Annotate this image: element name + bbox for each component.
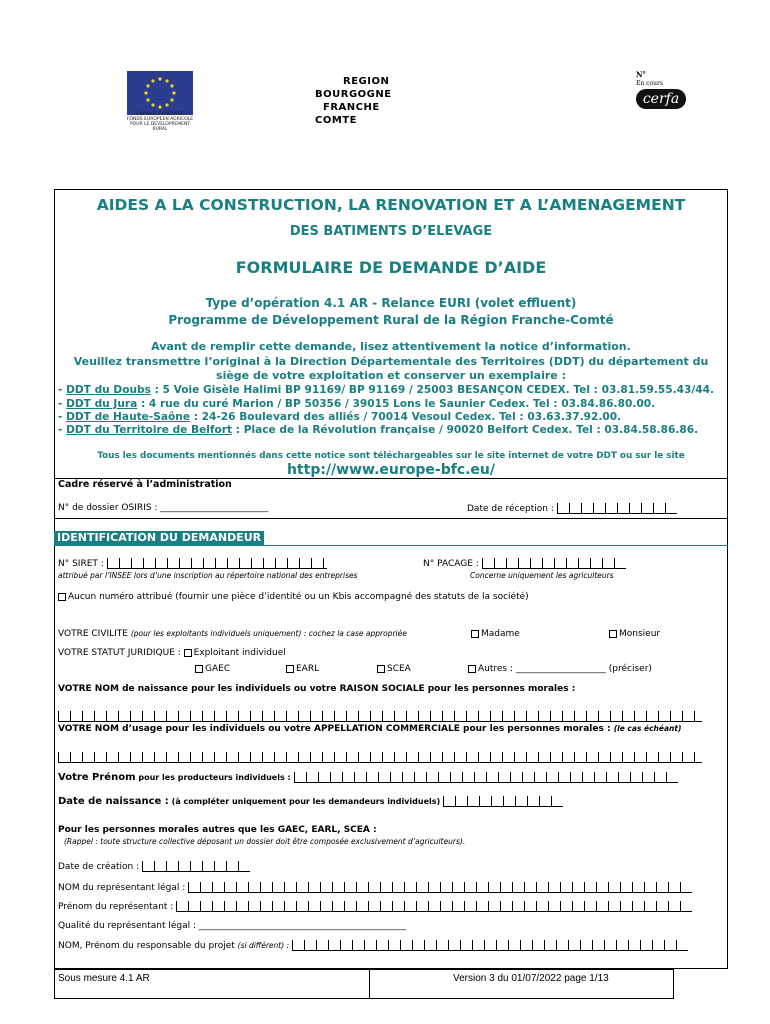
eu-caption [120,112,200,132]
rep-name-label: NOM du représentant légal : [58,883,186,893]
eu-stars-icon [127,71,193,115]
rep-firstname-label: Prénom du représentant : [58,902,174,912]
individual-checkbox[interactable] [184,649,192,657]
ddt-address: : 24-26 Boulevard des alliés / 70014 Vesoul Cedex. Tel : 03.63.37.92.00. [190,411,622,423]
region-logo-line: FRANCHE [323,102,380,113]
region-logo-line: BOURGOGNE [315,89,392,100]
status-label: VOTRE STATUT JURIDIQUE : [58,648,181,658]
cerfa-status: En cours [636,80,663,87]
footer-divider [369,969,370,999]
monsieur-checkbox[interactable] [609,630,617,638]
rep-firstname-row [58,901,692,912]
siret-row [58,558,327,569]
eu-flag-logo [127,71,193,115]
gaec-checkbox[interactable] [195,665,203,673]
birthdate-label: Date de naissance : [58,796,169,807]
no-number-row [58,592,529,602]
main-title-line1: AIDES A LA CONSTRUCTION, LA RENOVATION ET A L’AMENAGEMENT [96,196,686,214]
reception-date-field[interactable] [557,503,677,514]
firstname-field[interactable] [294,772,678,783]
autres-option [468,664,652,674]
admin-bottom-rule [54,518,728,519]
pacage-note: Concerne uniquement les agriculteurs [470,571,614,580]
scea-label: SCEA [387,664,411,674]
firstname-note: pour les producteurs individuels : [138,773,291,782]
birthdate-note: (à compléter uniquement pour les demandeurs individuels) [171,797,441,806]
ddt-address: : 4 rue du curé Marion / BP 50356 / 39015 Lons le Saunier Cedex. Tel : 03.84.86.80.00. [137,398,656,410]
no-number-label: Aucun numéro attribué (fournir une pièce d’identité ou un Kbis accompagné des statuts de la société) [68,592,529,602]
section-title: IDENTIFICATION DU DEMANDEUR [54,531,264,545]
form-title: FORMULAIRE DE DEMANDE D’AIDE [235,258,547,277]
main-title-line2: DES BATIMENTS D’ELEVAGE [289,224,493,239]
intro-line2: Veuillez transmettre l’original à la Direction Départementale des Territoires (DDT) du département du [73,355,709,368]
no-number-checkbox[interactable] [58,593,66,601]
admin-title: Cadre réservé à l’administration [58,479,232,490]
rep-name-field[interactable] [188,882,692,893]
birthdate-row [58,796,563,807]
cerfa-number-label: N° [636,70,646,79]
earl-option [286,664,319,674]
monsieur-label: Monsieur [619,629,661,639]
madame-option [471,629,520,639]
intro-line1: Avant de remplir cette demande, lisez attentivement la notice d’information. [151,340,631,353]
reception-text: Date de réception : [467,504,554,514]
ddt-item-doubs: - DDT du Doubs : 5 Voie Gisèle Halimi BP 91169/ BP 91169 / 25003 BESANÇON CEDEX. Tel : 03.81.59.55.43/44. [58,384,715,396]
project-manager-field[interactable] [292,940,688,951]
footer-version: Version 3 du 01/07/2022 page 1/13 [453,973,609,984]
creation-date-field[interactable] [142,861,250,872]
footer-measure: Sous mesure 4.1 AR [58,973,150,984]
region-logo-line: REGION [343,76,390,87]
earl-checkbox[interactable] [286,665,294,673]
project-manager-note: (si différent) : [237,941,290,950]
download-note: Tous les documents mentionnés dans cette notice sont téléchargeables sur le site internet de votre DDT ou sur le site [97,451,685,461]
birth-name-field[interactable] [58,711,702,722]
monsieur-option [609,629,660,639]
usage-name-label: VOTRE NOM d’usage pour les individuels ou votre APPELLATION COMMERCIALE pour les personnes morales : [58,724,611,734]
rep-name-row [58,882,692,893]
earl-label: EARL [296,664,320,674]
civility-note: (pour les exploitants individuels uniquement) : cochez la case appropriée [130,629,407,638]
siret-field[interactable] [107,558,327,569]
legal-entities-label: Pour les personnes morales autres que les GAEC, EARL, SCEA : [58,825,377,835]
rep-quality-label: Qualité du représentant légal : ______________________________________________ [58,921,406,931]
cerfa-block [636,70,696,109]
birthdate-field[interactable] [443,796,563,807]
usage-name-note: (le cas échéant) [613,724,682,733]
scea-checkbox[interactable] [377,665,385,673]
autres-checkbox[interactable] [468,665,476,673]
ddt-address: : Place de la Révolution française / 90020 Belfort Cedex. Tel : 03.84.58.86.86. [232,424,699,436]
intro-line3: siège de votre exploitation et conserver un exemplaire : [216,369,566,382]
eu-caption-line: FONDS EUROPEEN AGRICOLE [126,117,194,122]
ddt-address: : 5 Voie Gisèle Halimi BP 91169/ BP 91169 / 25003 BESANÇON CEDEX. Tel : 03.81.59.55.43/44. [150,384,715,396]
creation-date-row [58,861,250,872]
siret-label: N° SIRET : [58,559,104,569]
project-manager-row [58,940,688,951]
eu-caption-line: RURAL [152,127,168,132]
creation-date-label: Date de création : [58,862,140,872]
region-logo-line: COMTE [315,115,357,126]
firstname-row [58,772,678,783]
autres-label: Autres : ____________________ [478,664,606,674]
pacage-label: N° PACAGE : [423,559,479,569]
ddt-item-belfort: - DDT du Territoire de Belfort : Place de la Révolution française / 90020 Belfort Cedex. Tel : 03.84.58.86.86. [58,424,699,436]
pacage-field[interactable] [482,558,626,569]
usage-name-field-wrap [58,747,702,766]
eu-caption-line: POUR LE DEVELOPPEMENT [129,122,191,127]
gaec-label: GAEC [205,664,231,674]
madame-label: Madame [481,629,520,639]
usage-name-row [58,724,681,734]
ddt-link[interactable]: DDT du Jura [66,398,138,410]
cerfa-logo: cerfa [636,89,686,109]
madame-checkbox[interactable] [471,630,479,638]
ddt-link[interactable]: DDT du Doubs [66,384,151,396]
ddt-item-haute-saone: - DDT de Haute-Saône : 24-26 Boulevard des alliés / 70014 Vesoul Cedex. Tel : 03.63.37.92.00. [58,411,622,423]
legal-entities-note: (Rappel : toute structure collective déposant un dossier doit être composée exclusivement d’agriculteurs). [64,837,466,846]
operation-type: Type d’opération 4.1 AR - Relance EURI (volet effluent) [205,296,577,310]
individual-label: Exploitant individuel [193,648,286,658]
website-link[interactable]: http://www.europe-bfc.eu/ [286,462,496,478]
eu-caption-line: UNION EUROPEENNE [136,112,184,117]
ddt-item-jura: - DDT du Jura : 4 rue du curé Marion / BP 50356 / 39015 Lons le Saunier Cedex. Tel : 03.84.86.80.00. [58,398,656,410]
ddt-link[interactable]: DDT de Haute-Saône [66,411,191,423]
programme-title: Programme de Développement Rural de la Région Franche-Comté [168,313,614,327]
reception-label [467,503,677,514]
status-row [58,648,286,658]
birth-name-field-wrap [58,706,702,725]
ddt-link[interactable]: DDT du Territoire de Belfort [66,424,233,436]
project-manager-label: NOM, Prénom du responsable du projet [58,941,235,951]
osiris-label: N° de dossier OSIRIS : ________________________ [58,503,269,513]
section-rule [54,545,728,546]
scea-option [377,664,411,674]
birth-name-label: VOTRE NOM de naissance pour les individuels ou votre RAISON SOCIALE pour les personnes morales : [58,684,576,694]
siret-note: attribué par l’INSEE lors d’une inscription au répertoire national des entreprises [58,571,358,580]
pacage-row [423,558,626,569]
usage-name-field[interactable] [58,752,702,763]
civility-row [58,629,407,639]
preciser-label: (préciser) [608,664,652,674]
firstname-label: Votre Prénom [58,772,136,783]
rep-firstname-field[interactable] [176,901,692,912]
civility-label: VOTRE CIVILITE [58,629,128,639]
gaec-option [195,664,230,674]
region-logo [315,75,392,127]
